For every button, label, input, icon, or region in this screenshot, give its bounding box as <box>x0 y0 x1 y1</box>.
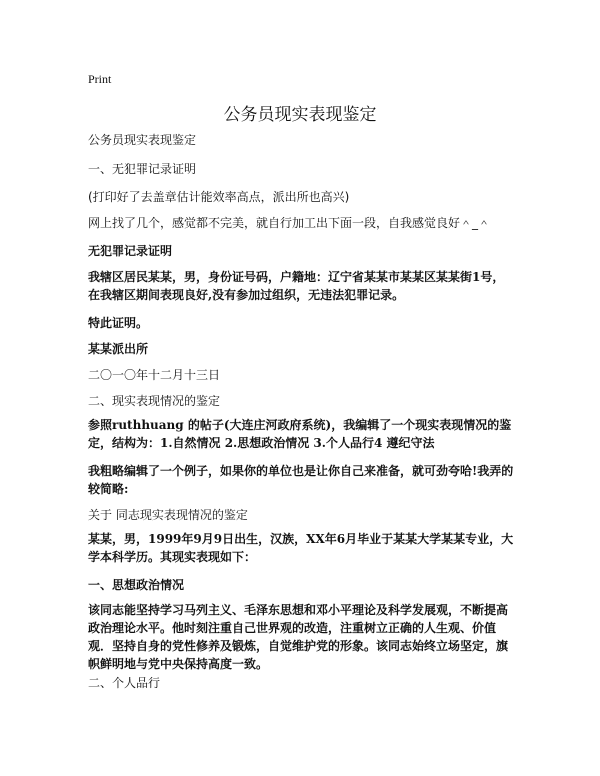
intro-text: 网上找了几个，感觉都不完美，就自行加工出下面一段，自我感觉良好＾_＾ <box>88 216 491 230</box>
certification-line: 特此证明。 <box>88 316 149 330</box>
bio-paragraph: 某某，男，1999年9月9日出生，汉族，XX年6月毕业于某某大学某某专业，大学本科学历。其现实表现如下： <box>88 532 514 564</box>
subsection-heading-1: 一、思想政治情况 <box>88 578 185 592</box>
certificate-heading: 无犯罪记录证明 <box>88 244 173 258</box>
subsection-heading-2: 二、个人品行 <box>88 676 161 690</box>
section-heading-2: 二、现实表现情况的鉴定 <box>88 394 221 408</box>
certificate-body: 我辖区居民某某，男，身份证号码，户籍地：辽宁省某某市某某区某某街1号，在我辖区期间表现良好,没有参加过组织，无违法犯罪记录。 <box>88 270 505 302</box>
example-paragraph: 我粗略编辑了一个例子，如果你的单位也是让你自己来准备，就可劲夸哈!我弄的较简略: <box>88 464 514 496</box>
section-heading-1: 一、无犯罪记录证明 <box>88 162 197 176</box>
police-station: 某某派出所 <box>88 342 149 356</box>
appraisal-title: 关于 同志现实表现情况的鉴定 <box>88 508 248 522</box>
political-paragraph: 该同志能坚持学习马列主义、毛泽东思想和邓小平理论及科学发展观，不断提高政治理论水平。他时刻注重自己世界观的改造，注重树立正确的人生观、价值观．坚持自身的党性修养及锻炼，自觉维护党的形象。该同志始终立场坚定，旗帜鲜明地与党中央保持高度一致。 <box>88 603 509 671</box>
print-label[interactable]: Print <box>88 72 112 86</box>
reference-paragraph: 参照ruthhuang 的帖子(大连庄河政府系统)，我编辑了一个现实表现情况的鉴定，结构为：1.自然情况 2.思想政治情况 3.个人品行4 遵纪守法 <box>88 418 512 450</box>
certificate-date: 二〇一〇年十二月十三日 <box>88 368 221 382</box>
note-text: (打印好了去盖章估计能效率高点，派出所也高兴) <box>88 190 350 204</box>
page-title: 公务员现实表现鉴定 <box>223 105 377 125</box>
doc-subtitle: 公务员现实表现鉴定 <box>88 133 197 147</box>
